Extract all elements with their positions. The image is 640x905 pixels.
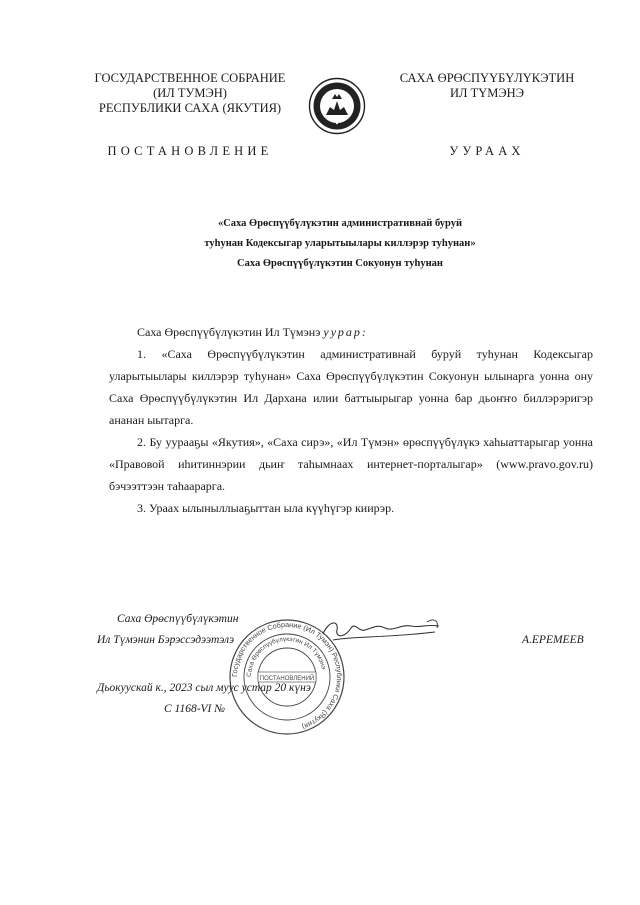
header-left-line: ГОСУДАРСТВЕННОЕ СОБРАНИЕ bbox=[94, 71, 286, 85]
body-item: 1. «Саха Өрөспүүбүлүкэтин административнай буруй туһунан Кодексыгар уларытыылары киллэрэр туһунан» Саха Өрөспүүбүлүкэтин Сокуонун ылынарга уонна ону Саха Өрөспүүбүлүкэтин Ил Дархана илии баттыырыгар уонна бар дьоҥҥо биллэрэригэр ананан ыытарга. bbox=[109, 347, 593, 427]
stamp-inner-text: Саха Өрөспүүбүлүкэтин Ил Түмэнэ bbox=[245, 635, 328, 678]
coat-of-arms-emblem-icon bbox=[308, 77, 366, 135]
stamp-center-text: ПОСТАНОВЛЕНИЙ bbox=[259, 676, 315, 682]
document-title bbox=[150, 214, 530, 274]
header-right-line: ИЛ ТҮМЭНЭ bbox=[450, 86, 524, 100]
header-left-line: (ИЛ ТУМЭН) bbox=[153, 86, 227, 100]
signatory-name: А.ЕРЕМЕЕВ bbox=[522, 634, 584, 646]
header-right-block bbox=[378, 71, 596, 101]
official-stamp-icon bbox=[228, 618, 346, 736]
doc-type-right: УУРААХ bbox=[449, 144, 525, 158]
place-and-date: Дьокуускай к., 2023 сыл муус устар 20 күнэ bbox=[97, 682, 311, 694]
title-line: Саха Өрөспүүбүлүкэтин Сокуонун туһунан bbox=[237, 258, 443, 269]
intro-spaced-text: уурар: bbox=[323, 325, 368, 339]
title-line: «Саха Өрөспүүбүлүкэтин административнай буруй bbox=[217, 218, 463, 229]
body-item: 2. Бу уурааҕы «Якутия», «Саха сирэ», «Ил Түмэн» өрөспүүбүлүкэ хаһыаттарыгар уонна «Правовой иһитиннэрии дьиҥ таһымнаах интернет-порталыгар» (www.pravo.gov.ru) бэчээттээн таһаарарга. bbox=[109, 435, 593, 493]
intro-text: Саха Өрөспүүбүлүкэтин Ил Түмэнэ bbox=[137, 325, 321, 339]
document-body bbox=[109, 321, 593, 519]
signatory-position-line1: Саха Өрөспүүбүлүкэтин bbox=[117, 613, 239, 625]
title-line: туһунан Кодексыгар уларытыылары киллэрэр туһунан» bbox=[204, 238, 476, 249]
header-left-block bbox=[70, 71, 310, 116]
document-number: С 1168-VI № bbox=[164, 703, 226, 715]
stamp-outer-text: Государственное Собрание (Ил Тумэн) Республики Саха (Якутия) bbox=[229, 619, 345, 732]
signatory-position-line2: Ил Түмэнин Бэрэссэдээтэлэ bbox=[97, 634, 235, 646]
header-right-line: САХА ӨРӨСПҮҮБҮЛҮКЭТИН bbox=[399, 71, 575, 85]
body-item: 3. Ураах ылыныллыаҕыттан ыла күүһүгэр киирэр. bbox=[137, 501, 395, 515]
doc-type-left: ПОСТАНОВЛЕНИЕ bbox=[107, 144, 273, 158]
body-intro bbox=[109, 321, 593, 343]
header-left-line: РЕСПУБЛИКИ САХА (ЯКУТИЯ) bbox=[98, 101, 282, 115]
